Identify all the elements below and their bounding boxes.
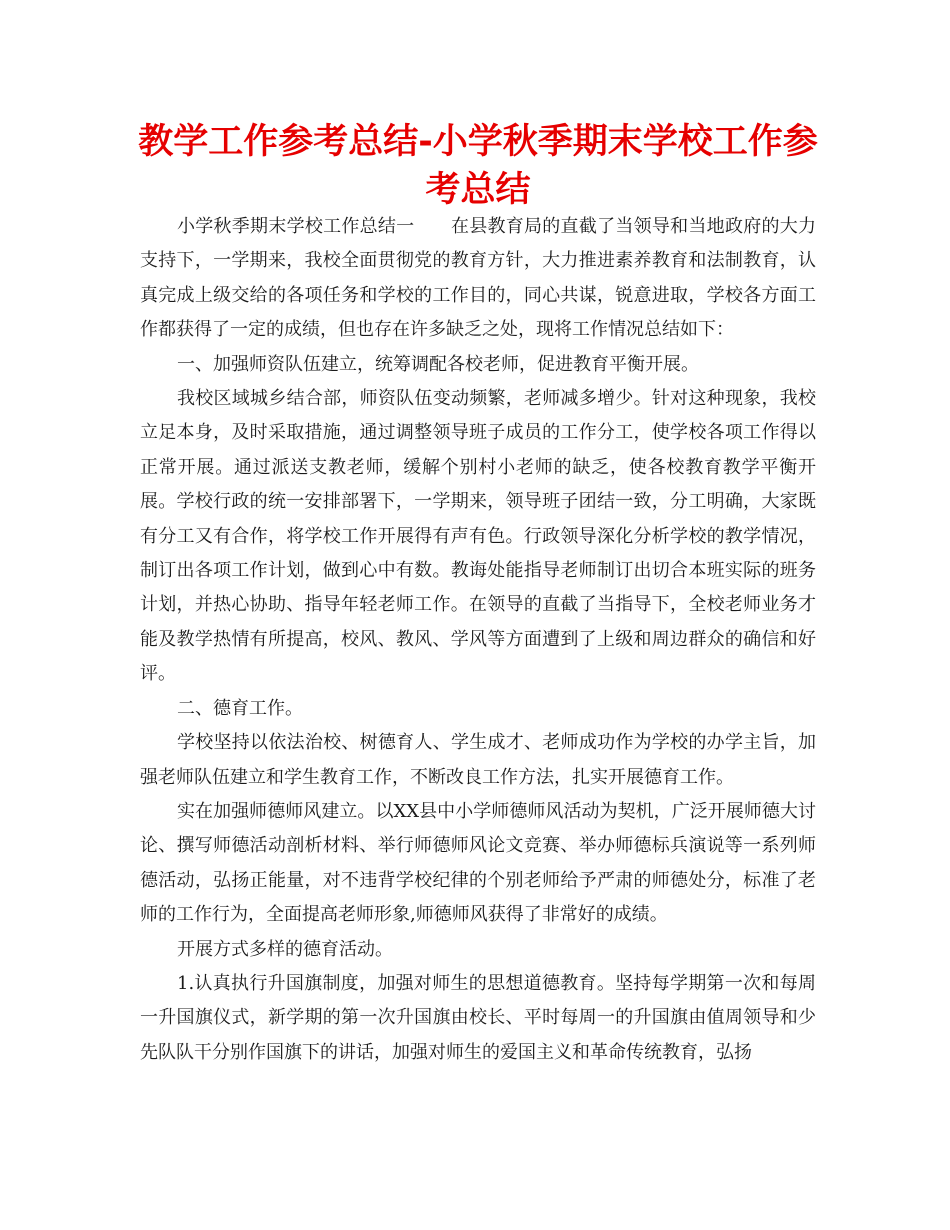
document-title: 教学工作参考总结-小学秋季期末学校工作参考总结 — [138, 122, 818, 210]
heading-section-1: 一、加强师资队伍建立，统筹调配各校老师，促进教育平衡开展。 — [177, 353, 699, 375]
paragraph-teacher-ethics: 实在加强师德师风建立。以XX县中小学师德师风活动为契机，广泛开展师德大讨论、撰写师德活动剖析材料、举行师德师风论文竞赛、举办师德标兵演说等一系列师德活动，弘扬正能量，对不违背学校纪律的个别老师给予严肃的师德处分，标准了老师的工作行为，全面提高老师形象,师德师风获得了非常好的成绩。 — [140, 800, 816, 926]
paragraph-intro: 小学秋季期末学校工作总结一 在县教育局的直截了当领导和当地政府的大力支持下，一学期来，我校全面贯彻党的教育方针，大力推进素养教育和法制教育，认真完成上级交给的各项任务和学校的工作目的，同心共谋，锐意进取，学校各方面工作都获得了一定的成绩，但也存在许多缺乏之处，现将工作情况总结如下： — [140, 216, 816, 341]
paragraph-activities-heading: 开展方式多样的德育活动。 — [177, 938, 393, 960]
heading-section-2: 二、德育工作。 — [177, 697, 303, 719]
paragraph-flag-raising: 1.认真执行升国旗制度，加强对师生的思想道德教育。坚持每学期第一次和每周一升国旗仪式，新学期的第一次升国旗由校长、平时每周一的升国旗由值周领导和少先队队干分别作国旗下的讲话，加强对师生的爱国主义和革命传统教育，弘扬 — [140, 972, 816, 1063]
paragraph-moral-purpose: 学校坚持以依法治校、树德育人、学生成才、老师成功作为学校的办学主旨，加强老师队伍建立和学生教育工作，不断改良工作方法，扎实开展德育工作。 — [140, 732, 816, 788]
document-body — [140, 210, 816, 1070]
paragraph-staffing: 我校区域城乡结合部，师资队伍变动频繁，老师减多增少。针对这种现象，我校立足本身，及时采取措施，通过调整领导班子成员的工作分工，使学校各项工作得以正常开展。通过派送支教老师，缓解个别村小老师的缺乏，使各校教育教学平衡开展。学校行政的统一安排部署下，一学期来，领导班子团结一致，分工明确，大家既有分工又有合作，将学校工作开展得有声有色。行政领导深化分析学校的教学情况，制订出各项工作计划，做到心中有数。教诲处能指导老师制订出切合本班实际的班务计划，并热心协助、指导年轻老师工作。在领导的直截了当指导下，全校老师业务才能及教学热情有所提高，校风、教风、学风等方面遭到了上级和周边群众的确信和好评。 — [140, 388, 816, 685]
